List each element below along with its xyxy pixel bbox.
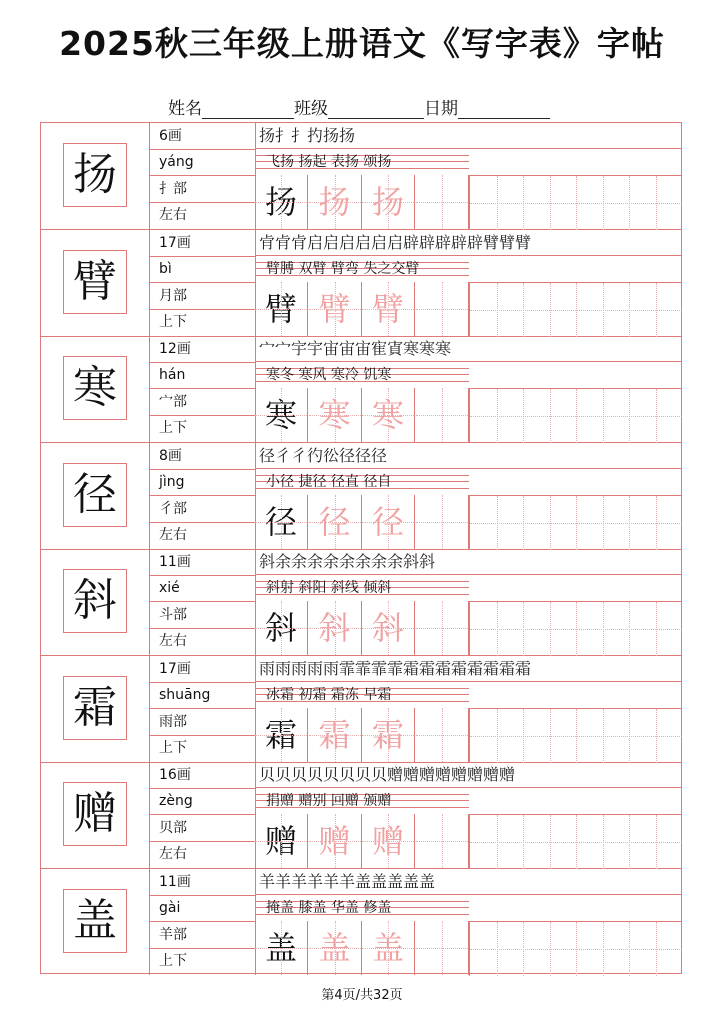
- char-block: [41, 123, 681, 230]
- stroke-order: 斜余余余余余余余余斜斜: [255, 549, 681, 575]
- stroke-count: 11画: [159, 554, 191, 570]
- char-meta: [149, 549, 256, 655]
- practice-cell[interactable]: [309, 282, 362, 336]
- practice-cell[interactable]: [362, 388, 415, 442]
- class-blank[interactable]: [328, 102, 424, 119]
- practice-char: 扬: [318, 183, 351, 221]
- practice-char: 斜: [264, 609, 297, 647]
- practice-cell[interactable]: [362, 708, 415, 762]
- practice-char: 盖: [318, 928, 351, 967]
- practice-cell[interactable]: [416, 708, 469, 762]
- practice-char: 赠: [264, 822, 297, 860]
- practice-char: 赠: [318, 822, 351, 860]
- pinyin: bì: [159, 260, 172, 277]
- practice-cell[interactable]: [255, 601, 308, 655]
- practice-cell[interactable]: [416, 921, 469, 975]
- practice-cell[interactable]: [416, 282, 469, 336]
- class-label: 班级: [294, 99, 328, 119]
- model-char-cell: [41, 549, 150, 655]
- pinyin: shuāng: [159, 686, 211, 703]
- char-meta: [149, 443, 256, 549]
- practice-cell[interactable]: [362, 814, 415, 868]
- practice-cell[interactable]: [416, 495, 469, 549]
- practice-cell[interactable]: [309, 921, 362, 975]
- practice-char: 扬: [371, 183, 404, 221]
- stroke-order: 贝贝贝贝贝贝贝贝赠赠赠赠赠赠赠赠: [255, 762, 681, 788]
- structure: 左右: [159, 526, 187, 543]
- practice-cell[interactable]: [255, 388, 308, 442]
- stroke-count: 12画: [159, 341, 191, 357]
- practice-char: 霜: [318, 715, 351, 754]
- example-words: 臂膊 双臂 臂弯 失之交臂: [255, 256, 467, 282]
- pinyin: xié: [159, 580, 180, 596]
- practice-cell[interactable]: [416, 601, 469, 655]
- example-words: 掩盖 膝盖 华盖 修盖: [255, 895, 467, 921]
- model-char-cell: [41, 869, 150, 975]
- structure: 左右: [159, 633, 187, 649]
- structure: 上下: [159, 952, 187, 969]
- word-practice-grid[interactable]: [469, 601, 682, 656]
- word-practice-grid[interactable]: [469, 282, 682, 337]
- stroke-count: 17画: [159, 234, 191, 251]
- model-char-cell: [41, 443, 150, 549]
- stroke-order: 雨雨雨雨雨霏霏霏霏霜霜霜霜霜霜霜霜: [255, 656, 681, 682]
- practice-cell[interactable]: [362, 282, 415, 336]
- model-char-cell: [41, 762, 150, 868]
- pinyin: jìng: [159, 473, 185, 490]
- practice-char: 臂: [264, 289, 297, 328]
- pinyin: yáng: [159, 154, 194, 170]
- model-char-cell: [41, 230, 150, 336]
- char-meta: [149, 656, 256, 762]
- model-char: 霜: [63, 676, 127, 740]
- radical: 斗部: [159, 607, 187, 623]
- practice-cell[interactable]: [309, 708, 362, 762]
- practice-cell[interactable]: [309, 388, 362, 442]
- stroke-count: 16画: [159, 767, 191, 783]
- practice-char: 寒: [318, 396, 351, 434]
- radical: 彳部: [159, 500, 187, 517]
- char-block: [41, 336, 681, 443]
- pinyin: hán: [159, 367, 186, 383]
- word-practice-grid[interactable]: [469, 495, 682, 550]
- char-block: [41, 656, 681, 763]
- practice-char: 盖: [264, 928, 297, 967]
- example-words: 小径 捷径 径直 径自: [255, 469, 467, 495]
- char-block: [41, 230, 681, 337]
- radical: 宀部: [159, 394, 187, 410]
- char-meta: [149, 123, 256, 229]
- date-blank[interactable]: [458, 102, 550, 119]
- word-practice-grid[interactable]: [469, 814, 682, 869]
- char-block: [41, 549, 681, 656]
- practice-cell[interactable]: [309, 814, 362, 868]
- practice-cell[interactable]: [255, 814, 308, 868]
- example-words: 冰霜 初霜 霜冻 早霜: [255, 682, 467, 708]
- pinyin: zèng: [159, 793, 193, 809]
- stroke-count: 17画: [159, 660, 191, 677]
- radical: 贝部: [159, 820, 187, 836]
- stroke-order: 宀宀宇宇宙宙宙寉寊寒寒寒: [255, 336, 681, 362]
- name-blank[interactable]: [202, 102, 294, 119]
- practice-sheet: [40, 122, 682, 974]
- stroke-count: 8画: [159, 447, 182, 464]
- stroke-count: 6画: [159, 128, 182, 144]
- stroke-order: 径彳彳彴彸径径径: [255, 443, 681, 469]
- practice-cell[interactable]: [255, 282, 308, 336]
- practice-char: 臂: [371, 289, 404, 328]
- practice-cell[interactable]: [255, 495, 308, 549]
- char-meta: [149, 762, 256, 868]
- practice-cell[interactable]: [255, 175, 308, 229]
- practice-char: 斜: [371, 609, 404, 647]
- stroke-order: 扬扌扌扚扬扬: [255, 123, 681, 149]
- char-meta: [149, 869, 256, 975]
- student-info: [168, 94, 550, 119]
- practice-cell[interactable]: [416, 388, 469, 442]
- char-block: [41, 443, 681, 550]
- model-char: 臂: [63, 250, 127, 314]
- structure: 左右: [159, 207, 187, 223]
- practice-char: 径: [318, 502, 351, 541]
- page-title: 2025秋三年级上册语文《写字表》字帖: [59, 24, 665, 63]
- practice-cell[interactable]: [309, 175, 362, 229]
- practice-char: 霜: [264, 715, 297, 754]
- model-char: 盖: [63, 889, 127, 953]
- practice-char: 寒: [264, 396, 297, 434]
- radical: 月部: [159, 287, 187, 304]
- practice-cell[interactable]: [362, 601, 415, 655]
- practice-char: 径: [371, 502, 404, 541]
- example-words: 斜射 斜阳 斜线 倾斜: [255, 575, 467, 601]
- radical: 羊部: [159, 926, 187, 943]
- char-block: [41, 762, 681, 869]
- practice-char: 盖: [371, 928, 404, 967]
- practice-char: 扬: [264, 183, 297, 221]
- pinyin: gài: [159, 899, 181, 916]
- char-meta: [149, 230, 256, 336]
- page-number: 第4页/共32页: [321, 988, 403, 1003]
- practice-char: 寒: [371, 396, 404, 434]
- stroke-order: 羊羊羊羊羊羊盖盖盖盖盖: [255, 869, 681, 895]
- model-char: 寒: [63, 356, 127, 420]
- model-char-cell: [41, 336, 150, 442]
- model-char: 扬: [63, 143, 127, 207]
- model-char-cell: [41, 123, 150, 229]
- practice-char: 斜: [318, 609, 351, 647]
- practice-cell[interactable]: [255, 921, 308, 975]
- name-label: 姓名: [168, 99, 202, 119]
- word-practice-grid[interactable]: [469, 388, 682, 443]
- practice-cell[interactable]: [362, 921, 415, 975]
- practice-char: 径: [264, 502, 297, 541]
- model-char: 赠: [63, 782, 127, 846]
- example-words: 捐赠 赠别 回赠 颁赠: [255, 788, 467, 814]
- practice-cell[interactable]: [416, 814, 469, 868]
- example-words: 寒冬 寒风 寒冷 饥寒: [255, 362, 467, 388]
- practice-cell[interactable]: [416, 175, 469, 229]
- practice-cell[interactable]: [362, 175, 415, 229]
- char-block: [41, 869, 681, 975]
- radical: 雨部: [159, 713, 187, 730]
- practice-char: 霜: [371, 715, 404, 754]
- radical: 扌部: [159, 181, 187, 197]
- word-practice-grid[interactable]: [469, 921, 682, 976]
- practice-cell[interactable]: [255, 708, 308, 762]
- structure: 上下: [159, 739, 187, 756]
- date-label: 日期: [424, 99, 458, 119]
- practice-cell[interactable]: [309, 601, 362, 655]
- practice-cell[interactable]: [362, 495, 415, 549]
- stroke-count: 11画: [159, 873, 191, 890]
- structure: 上下: [159, 420, 187, 436]
- practice-cell[interactable]: [309, 495, 362, 549]
- model-char: 径: [63, 463, 127, 527]
- word-practice-grid[interactable]: [469, 175, 682, 230]
- practice-char: 赠: [371, 822, 404, 860]
- model-char-cell: [41, 656, 150, 762]
- example-words: 飞扬 扬起 表扬 颂扬: [255, 149, 467, 175]
- stroke-order: 肻肻肻启启启启启启辟辟辟辟辟臂臂臂: [255, 230, 681, 256]
- char-meta: [149, 336, 256, 442]
- model-char: 斜: [63, 569, 127, 633]
- practice-char: 臂: [318, 289, 351, 328]
- structure: 上下: [159, 313, 187, 330]
- word-practice-grid[interactable]: [469, 708, 682, 763]
- structure: 左右: [159, 846, 187, 862]
